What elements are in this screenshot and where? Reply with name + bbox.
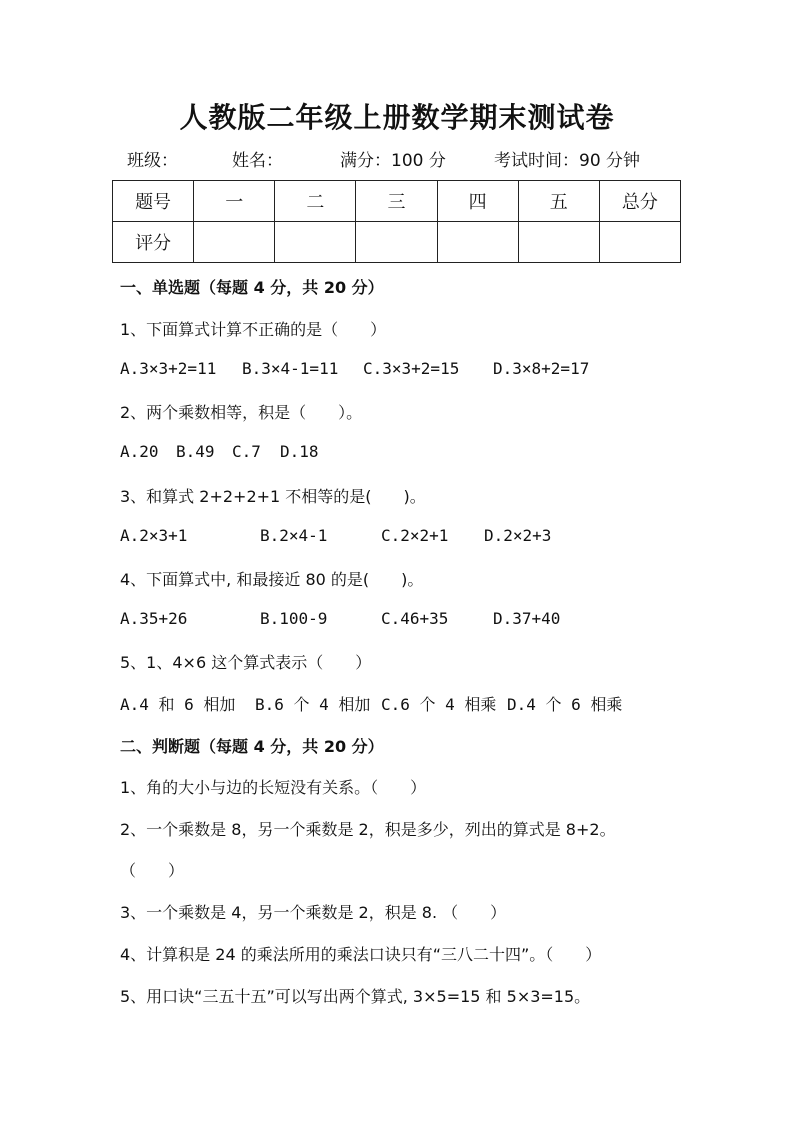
statement-line: 4、计算积是 24 的乘法所用的乘法口诀只有“三八二十四”。（ ）: [120, 945, 602, 964]
option-a: A.2×3+1: [120, 526, 188, 545]
statement-line: （ ）: [120, 861, 185, 880]
score-table-header-cell: 二: [275, 181, 356, 222]
option-a: A.35+26: [120, 609, 188, 628]
statement-line: 5、用口诀“三五十五”可以写出两个算式, 3×5=15 和 5×3=15。: [120, 987, 591, 1006]
option-b: B.6 个 4 相加: [255, 695, 371, 714]
score-table-header-cell: 三: [356, 181, 437, 222]
question-text: 1、下面算式计算不正确的是（ ）: [120, 320, 387, 339]
class-label: 班级：: [127, 151, 178, 171]
option-c: C.6 个 4 相乘: [381, 695, 497, 714]
option-b: B.3×4-1=11: [242, 359, 339, 378]
option-d: D.2×2+3: [484, 526, 552, 545]
score-table: [112, 180, 681, 263]
score-cell[interactable]: [194, 222, 275, 263]
option-b: B.49: [176, 442, 215, 461]
section-heading-true-false: 二、判断题（每题 4 分，共 20 分）: [120, 737, 384, 756]
question-text: 2、两个乘数相等，积是（ ）。: [120, 403, 363, 422]
option-c: C.7: [232, 442, 261, 461]
option-d: D.3×8+2=17: [493, 359, 590, 378]
option-b: B.2×4-1: [260, 526, 328, 545]
score-cell[interactable]: [599, 222, 680, 263]
score-row-label: 评分: [113, 222, 194, 263]
option-d: D.18: [280, 442, 319, 461]
question-text: 5、1、4×6 这个算式表示（ ）: [120, 653, 372, 672]
score-table-header-row: [113, 181, 681, 222]
page-title: 人教版二年级上册数学期末测试卷: [179, 101, 615, 134]
score-table-score-row: [113, 222, 681, 263]
name-label: 姓名：: [232, 151, 283, 171]
option-d: D.37+40: [493, 609, 561, 628]
option-a: A.4 和 6 相加: [120, 695, 236, 714]
statement-line: 1、角的大小与边的长短没有关系。（ ）: [120, 778, 427, 797]
score-table-header-cell: 五: [518, 181, 599, 222]
option-c: C.2×2+1: [381, 526, 449, 545]
score-table-header-cell: 题号: [113, 181, 194, 222]
option-d: D.4 个 6 相乘: [507, 695, 623, 714]
score-table-header-cell: 一: [194, 181, 275, 222]
question-text: 3、和算式 2+2+2+1 不相等的是( )。: [120, 487, 426, 506]
score-cell[interactable]: [275, 222, 356, 263]
option-a: A.20: [120, 442, 159, 461]
option-c: C.46+35: [381, 609, 449, 628]
section-heading-single-choice: 一、单选题（每题 4 分，共 20 分）: [120, 278, 384, 297]
score-cell[interactable]: [518, 222, 599, 263]
exam-info-row: [0, 146, 794, 172]
exam-time-label: 考试时间：90 分钟: [494, 151, 641, 171]
statement-line: 2、一个乘数是 8，另一个乘数是 2，积是多少，列出的算式是 8+2。: [120, 820, 616, 839]
statement-line: 3、一个乘数是 4，另一个乘数是 2，积是 8. （ ）: [120, 903, 507, 922]
full-score-label: 满分：100 分: [340, 151, 446, 171]
score-cell[interactable]: [356, 222, 437, 263]
question-text: 4、下面算式中, 和最接近 80 的是( )。: [120, 570, 424, 589]
option-a: A.3×3+2=11: [120, 359, 217, 378]
score-table-header-cell: 总分: [599, 181, 680, 222]
option-c: C.3×3+2=15: [363, 359, 460, 378]
option-b: B.100-9: [260, 609, 328, 628]
score-table-header-cell: 四: [437, 181, 518, 222]
score-cell[interactable]: [437, 222, 518, 263]
